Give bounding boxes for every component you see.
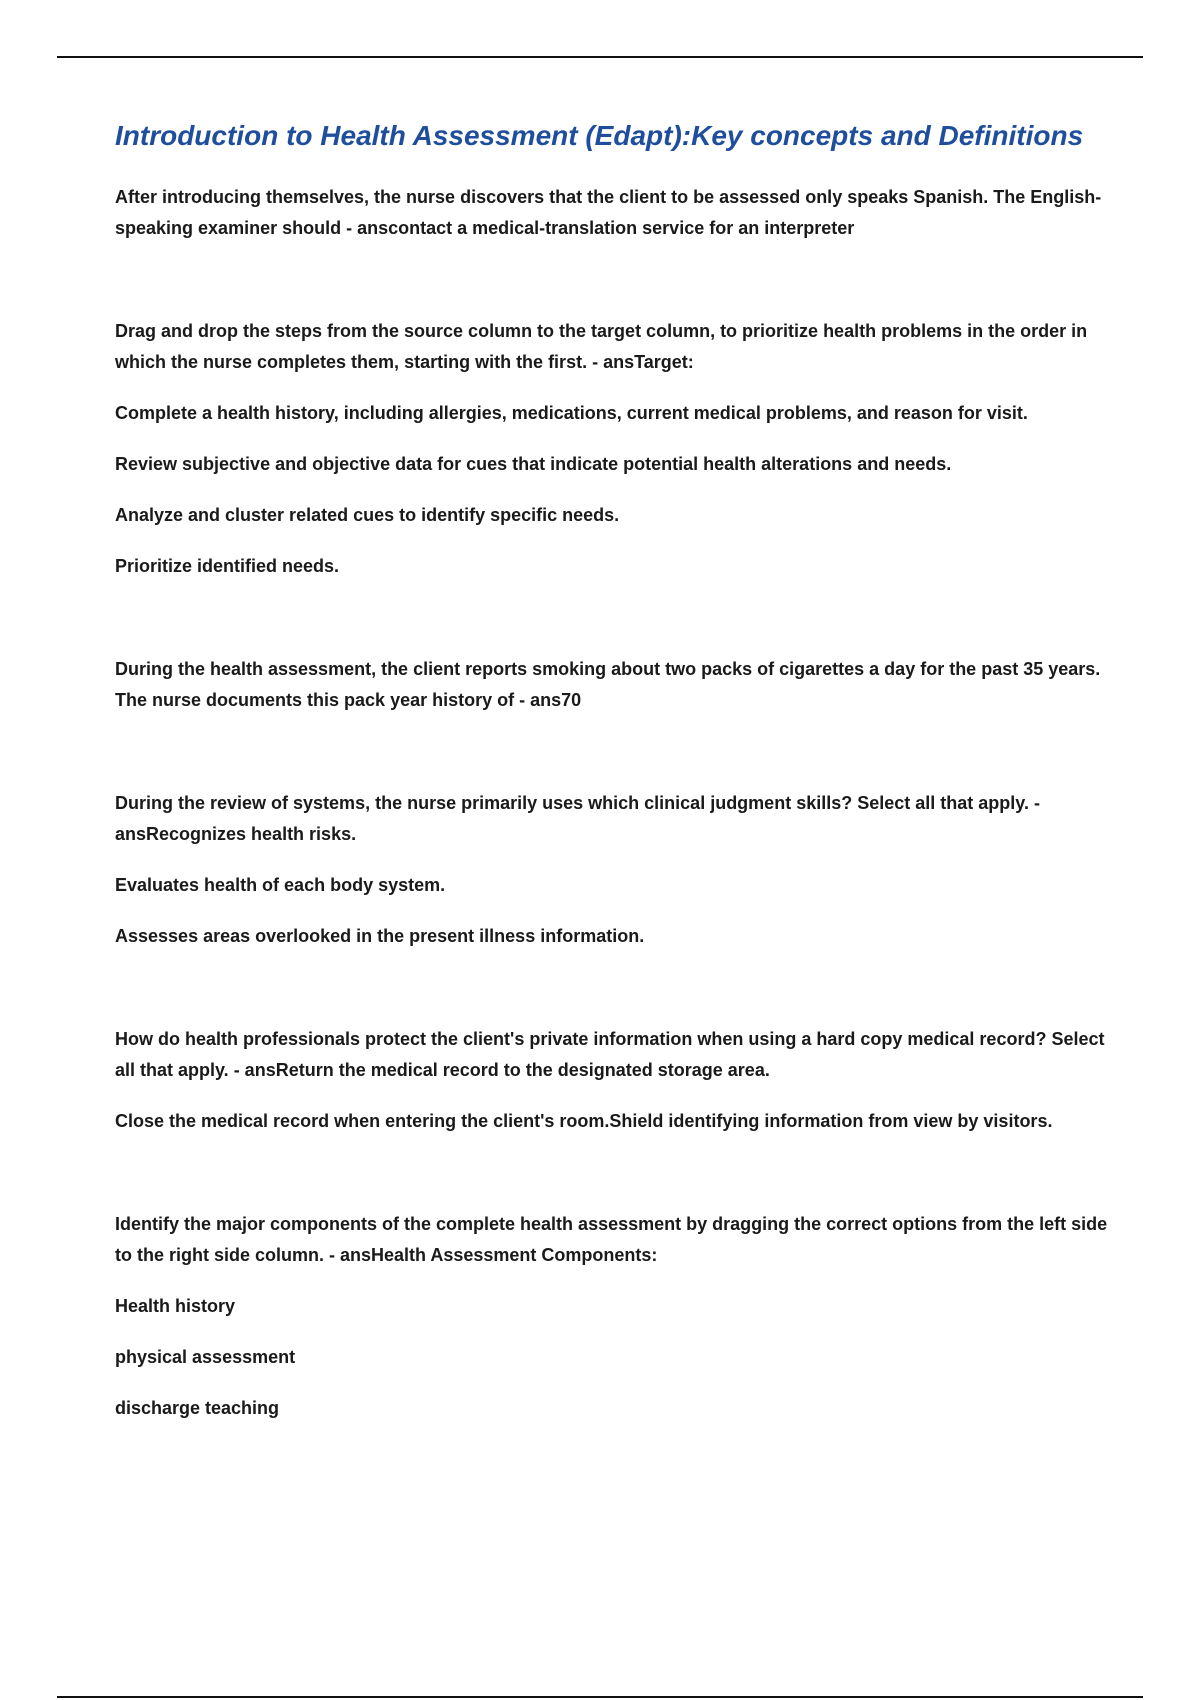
question-block-2: [115, 316, 1115, 582]
answer-line: physical assessment: [115, 1347, 296, 1367]
document-body: [115, 112, 1115, 1424]
question-text: Identify the major components of the complete health assessment by dragging the correct options from the left side to the right side column. - ansHealth Assessment Components:: [115, 1214, 1108, 1265]
answer-line: discharge teaching: [115, 1398, 280, 1418]
question-text: How do health professionals protect the client's private information when using a hard copy medical record? Select all that apply. - ansReturn the medical record to the designated storage area.: [115, 1029, 1105, 1080]
header-rule: [57, 56, 1143, 58]
question-block-6: [115, 1209, 1115, 1424]
answer-line: Evaluates health of each body system.: [115, 875, 446, 895]
answer-line: Analyze and cluster related cues to identify specific needs.: [115, 505, 620, 525]
footer-rule: [57, 1696, 1143, 1698]
question-block-4: [115, 788, 1115, 952]
question-text: During the health assessment, the client reports smoking about two packs of cigarettes a day for the past 35 years. The nurse documents this pack year history of - ans70: [115, 659, 1101, 710]
answer-line: Complete a health history, including allergies, medications, current medical problems, and reason for visit.: [115, 403, 1028, 423]
page-title: Introduction to Health Assessment (Edapt):Key concepts and Definitions: [115, 120, 1084, 151]
question-block-5: [115, 1024, 1115, 1137]
answer-line: Close the medical record when entering the client's room.Shield identifying information from view by visitors.: [115, 1111, 1053, 1131]
question-block-1: [115, 182, 1115, 244]
question-block-3: [115, 654, 1115, 716]
answer-line: Review subjective and objective data for cues that indicate potential health alterations and needs.: [115, 454, 952, 474]
question-text: Drag and drop the steps from the source column to the target column, to prioritize health problems in the order in which the nurse completes them, starting with the first. - ansTarget:: [115, 321, 1088, 372]
answer-line: Prioritize identified needs.: [115, 556, 340, 576]
question-text: During the review of systems, the nurse primarily uses which clinical judgment skills? Select all that apply. - ansRecognizes health risks.: [115, 793, 1040, 844]
answer-line: Health history: [115, 1296, 236, 1316]
question-text: After introducing themselves, the nurse discovers that the client to be assessed only speaks Spanish. The English-speaking examiner should - anscontact a medical-translation service for an interpreter: [115, 187, 1102, 238]
answer-line: Assesses areas overlooked in the present illness information.: [115, 926, 645, 946]
